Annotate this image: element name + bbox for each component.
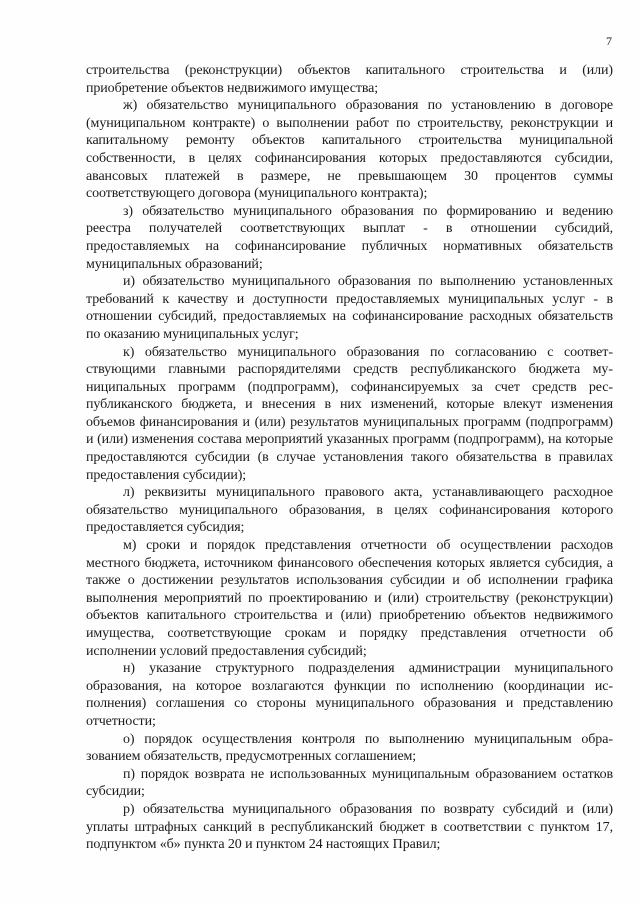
paragraph-k: к) обязательство муниципального образования по согласованию с соответствующими главными распорядителями средств республиканского бюджета муниципальных программ (подпрограмм), софинансируемых за счет средств республиканского бюджета, и внесения в них изменений, которые влекут изменения объемов финансирования и (или) результатов муниципальных программ (подпрограмм) и (или) изменения состава мероприятий указанных программ (подпрограмм), на которые предоставляются субсидии (в случае установления такого обязательства в правилах предоставления субсидии);: [86, 344, 613, 483]
paragraph-o: о) порядок осуществления контроля по выполнению муниципальным образованием обязательств, предусмотренных соглашением;: [86, 731, 613, 765]
paragraph-zh: ж) обязательство муниципального образования по установлению в договоре (муниципальном контракте) о выполнении работ по строительству, реконструкции и капитальному ремонту объектов капитального строительства муниципальной собственности, в целях софинансирования которых предоставляются субсидии, авансовых платежей в размере, не превышающем 30 процентов суммы соответствующего договора (муниципального контракта);: [86, 98, 613, 202]
document-body: [86, 62, 613, 854]
paragraph-r: р) обязательства муниципального образования по возврату субсидий и (или) уплаты штрафных санкций в республиканский бюджет в соответствии с пунктом 17, подпунктом «б» пункта 20 и пунктом 24 настоящих Правил;: [86, 801, 613, 853]
paragraph-n: н) указание структурного подразделения администрации муниципального образования, на которое возлагаются функции по исполнению (координации исполнения) соглашения со стороны муниципального образования и представлению отчетности;: [86, 661, 613, 729]
paragraph-l: л) реквизиты муниципального правового акта, устанавливающего расходное обязательство муниципального образования, в целях софинансирования которого предоставляется субсидия;: [86, 485, 613, 536]
paragraph-m: м) сроки и порядок представления отчетности об осуществлении расходов местного бюджета, источником финансового обеспечения которых является субсидия, а также о достижении результатов использования субсидии и об исполнении графика выполнения мероприятий по проектированию и (или) строительству (реконструкции) объектов капитального строительства и (или) приобретению объектов недвижимого имущества, соответствующие срокам и порядку представления отчетности об исполнении условий предоставления субсидий;: [86, 538, 613, 659]
page-number: 7: [606, 34, 612, 48]
paragraph-p: п) порядок возврата не использованных муниципальным образованием остатков субсидии;: [86, 766, 613, 800]
paragraph-continuation: строительства (реконструкции) объектов капитального строительства и (или) приобретение объектов недвижимого имущества;: [86, 63, 613, 96]
paragraph-z: з) обязательство муниципального образования по формированию и ведению реестра получателей соответствующих выплат - в отношении субсидий, предоставляемых на софинансирование публичных нормативных обязательств муниципальных образований;: [86, 203, 613, 272]
paragraph-i: и) обязательство муниципального образования по выполнению установленных требований к качеству и доступности предоставляемых муниципальных услуг - в отношении субсидий, предоставляемых на софинансирование расходных обязательств по оказанию муниципальных услуг;: [86, 274, 613, 342]
